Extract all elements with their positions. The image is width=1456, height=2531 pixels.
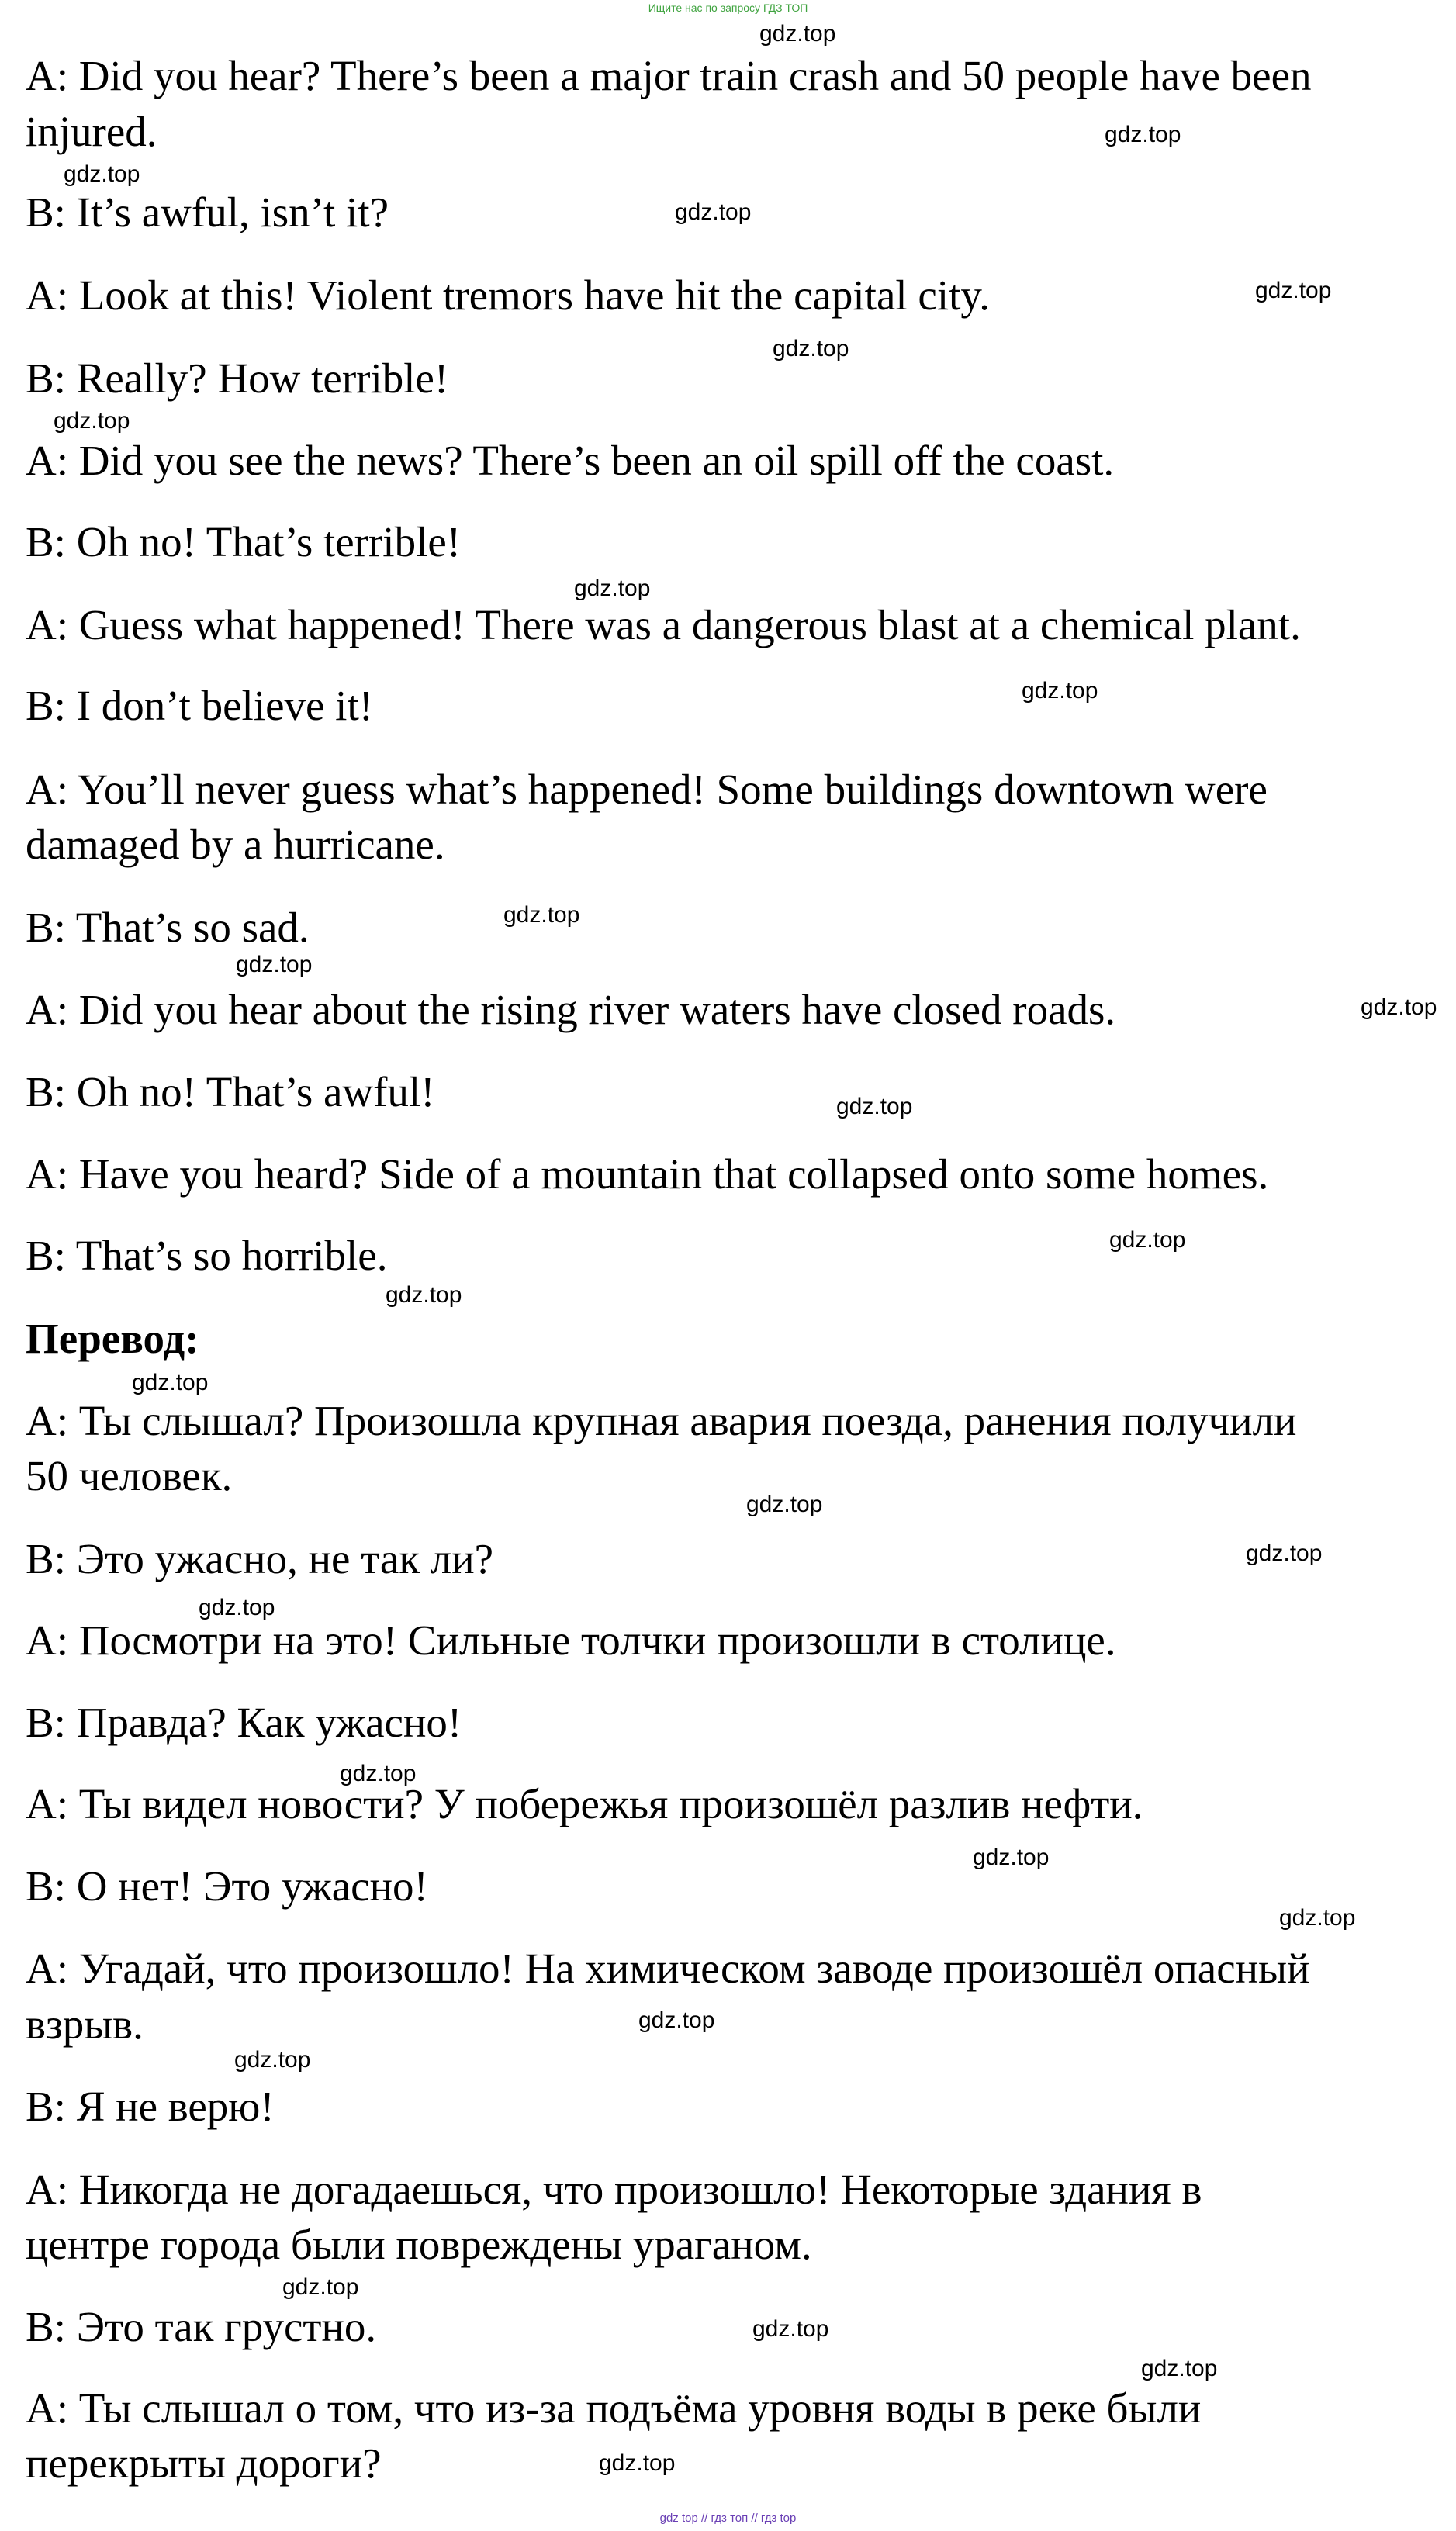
- watermark: gdz.top: [199, 1595, 275, 1620]
- watermark: gdz.top: [503, 902, 580, 928]
- watermark: gdz.top: [599, 2450, 676, 2476]
- text-line: A: Посмотри на это! Сильные толчки произошли в столице.: [26, 1616, 1116, 1664]
- text-line: взрыв.: [26, 2000, 144, 2048]
- watermark: gdz.top: [386, 1282, 462, 1308]
- watermark: gdz.top: [1246, 1540, 1323, 1566]
- watermark: gdz.top: [234, 2047, 311, 2073]
- watermark: gdz.top: [1109, 1227, 1186, 1253]
- text-line: A: Look at this! Violent tremors have hit the capital city.: [26, 271, 991, 319]
- text-line: A: Did you see the news? There’s been an oil spill off the coast.: [26, 437, 1115, 484]
- text-line: B: О нет! Это ужасно!: [26, 1862, 428, 1910]
- watermark: gdz.top: [54, 408, 130, 434]
- text-line: B: Это ужасно, не так ли?: [26, 1535, 494, 1582]
- text-line: A: Guess what happened! There was a dangerous blast at a chemical plant.: [26, 601, 1301, 648]
- watermark: gdz.top: [1022, 678, 1098, 704]
- watermark: gdz.top: [773, 336, 849, 361]
- watermark: gdz.top: [746, 1492, 823, 1517]
- watermark: gdz.top: [1279, 1905, 1356, 1931]
- text-line: A: Have you heard? Side of a mountain that collapsed onto some homes.: [26, 1150, 1269, 1198]
- watermark: gdz.top: [638, 2007, 715, 2033]
- watermark: gdz.top: [675, 199, 752, 225]
- text-line: A: Did you hear? There’s been a major train crash and 50 people have been: [26, 52, 1312, 99]
- text-line: B: That’s so sad.: [26, 904, 310, 951]
- text-line: A: Did you hear about the rising river waters have closed roads.: [26, 986, 1116, 1033]
- watermark: gdz.top: [340, 1761, 417, 1786]
- translation-heading: Перевод:: [26, 1315, 199, 1362]
- watermark: gdz.top: [132, 1370, 209, 1395]
- watermark: gdz.top: [64, 161, 140, 187]
- text-line: B: Oh no! That’s awful!: [26, 1068, 435, 1115]
- text-line: перекрыты дороги?: [26, 2439, 382, 2487]
- text-line: B: Правда? Как ужасно!: [26, 1699, 462, 1746]
- watermark: gdz.top: [836, 1094, 913, 1119]
- text-line: B: Это так грустно.: [26, 2303, 377, 2350]
- text-line: A: You’ll never guess what’s happened! Some buildings downtown were: [26, 766, 1268, 813]
- text-line: A: Ты видел новости? У побережья произошёл разлив нефти.: [26, 1780, 1143, 1827]
- text-line: B: That’s so horrible.: [26, 1232, 388, 1279]
- watermark: gdz.top: [1255, 278, 1332, 303]
- watermark: gdz.top: [1361, 994, 1437, 1020]
- watermark: gdz.top: [574, 576, 651, 601]
- watermark: gdz.top: [282, 2274, 359, 2300]
- text-line: injured.: [26, 108, 157, 155]
- watermark: gdz.top: [1141, 2356, 1218, 2381]
- text-line: B: I don’t believe it!: [26, 682, 374, 729]
- watermark: gdz.top: [973, 1845, 1050, 1870]
- text-line: A: Угадай, что произошло! На химическом заводе произошёл опасный: [26, 1945, 1310, 1992]
- watermark: gdz.top: [759, 21, 836, 47]
- text-line: 50 человек.: [26, 1452, 233, 1499]
- text-line: B: It’s awful, isn’t it?: [26, 188, 389, 236]
- text-line: центре города были повреждены ураганом.: [26, 2221, 812, 2268]
- top-banner: Ищите нас по запросу ГДЗ ТОП: [648, 2, 808, 14]
- watermark: gdz.top: [752, 2316, 829, 2342]
- watermark: gdz.top: [236, 952, 313, 977]
- text-line: B: Really? How terrible!: [26, 354, 449, 402]
- text-line: damaged by a hurricane.: [26, 821, 445, 868]
- text-line: B: Oh no! That’s terrible!: [26, 518, 462, 565]
- text-line: A: Никогда не догадаешься, что произошло! Некоторые здания в: [26, 2166, 1202, 2213]
- watermark: gdz.top: [1105, 122, 1181, 147]
- text-line: A: Ты слышал о том, что из-за подъёма уровня воды в реке были: [26, 2384, 1202, 2432]
- text-line: A: Ты слышал? Произошла крупная авария поезда, ранения получили: [26, 1397, 1297, 1444]
- bottom-banner: gdz top // гдз топ // гдз top: [659, 2512, 797, 2525]
- text-line: B: Я не верю!: [26, 2083, 275, 2130]
